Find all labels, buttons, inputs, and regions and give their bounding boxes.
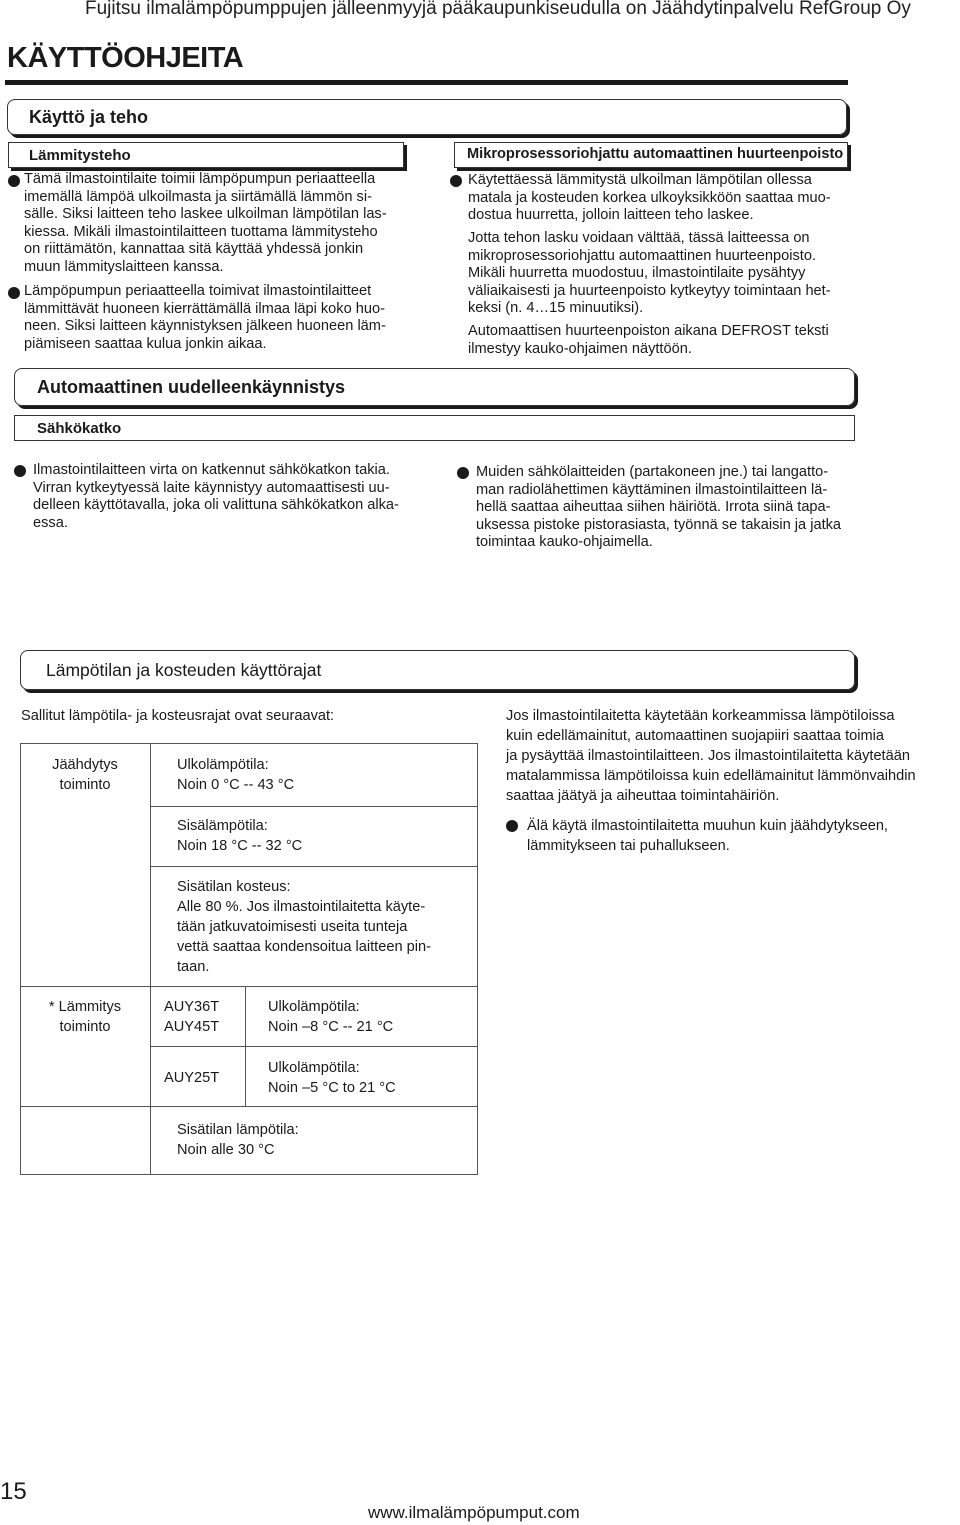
bullet-icon xyxy=(8,175,20,187)
table-border xyxy=(20,1174,478,1175)
heating-outdoor-range-1: Ulkolämpötila: Noin –8 °C -- 21 °C xyxy=(268,999,394,1035)
subsection-box-power-outage xyxy=(14,415,855,441)
heating-indoor-range: Sisätilan lämpötila: Noin alle 30 °C xyxy=(177,1122,299,1158)
subsection-title-heating: Lämmitysteho xyxy=(29,147,131,164)
bullet-icon xyxy=(457,467,469,479)
humidity-limit: Sisätilan kosteus: Alle 80 %. Jos ilmastointilaitetta käyte- tään jatkuvatoimisesti useita tunteja vettä saattaa kondensoitua laitteen pin- taan. xyxy=(177,879,431,975)
bullet-icon xyxy=(8,287,20,299)
limits-right-paragraph: Jos ilmastointilaitetta käytetään korkeammissa lämpötiloissa kuin edellämainitut, automaattinen suojapiiri saattaa toimia ja pysäyttää ilmastointilaitteen. Jos ilmastointilaitetta käytetään matalammissa lämpötiloissa kuin edellämainitut lämmönvaihdin saattaa jäätyä ja aiheuttaa toimintahäiriön. xyxy=(506,708,916,804)
cooling-outdoor-range: Ulkolämpötila: Noin 0 °C -- 43 °C xyxy=(177,757,295,793)
limits-intro: Sallitut lämpötila- ja kosteusrajat ovat seuraavat: xyxy=(21,708,335,724)
subsection-title-power-outage: Sähkökatko xyxy=(37,420,122,437)
cooling-indoor-range: Sisälämpötila: Noin 18 °C -- 32 °C xyxy=(177,818,303,854)
heating-bullet-1: Tämä ilmastointilaite toimii lämpöpumpun periaatteella imemällä lämpöä ulkoilmasta ja siirtämällä lämmön si- sälle. Siksi laitteen teho laskee ulkoilman lämpötilan las- kiessa. Mikäli ilmastointilaitteen tuottama lämmitysteho on riittämätön, kannattaa sitä käyttää yhdessä jonkin muun lämmityslaitteen kanssa. xyxy=(24,171,387,275)
title-rule xyxy=(5,80,848,85)
section-title-restart: Automaattinen uudelleenkäynnistys xyxy=(37,377,346,397)
table-divider xyxy=(245,986,246,1106)
heating-models-2: AUY25T xyxy=(164,1070,220,1086)
page-number: 15 xyxy=(0,1478,27,1505)
table-divider xyxy=(20,986,478,987)
defrost-bullet-1: Käytettäessä lämmitystä ulkoilman lämpötilan ollessa matala ja kosteuden korkea ulkoyksikköön saattaa muo- dostua huurretta, jolloin laitteen teho laskee. xyxy=(468,172,831,224)
section-title-kaytto: Käyttö ja teho xyxy=(29,107,149,127)
subsection-title-defrost: Mikroprosessoriohjattu automaattinen huurteenpoisto xyxy=(467,146,844,162)
interference-bullet: Muiden sähkölaitteiden (partakoneen jne.) tai langatto- man radiolähettimen käyttäminen ilmastointilaitteen lä- hellä saattaa aiheuttaa siihen häiriötä. Irrota siinä tapa- uksessa pistoke pistorasiasta, työnnä se takaisin ja jatka toimintaa kauko-ohjaimella. xyxy=(476,464,842,551)
table-divider xyxy=(150,866,478,867)
site-header-title: Fujitsu ilmalämpöpumppujen jälleenmyyjä pääkaupunkiseudulla on Jäähdytinpalvelu RefGroup Oy xyxy=(85,0,911,19)
table-divider xyxy=(150,806,478,807)
table-border xyxy=(477,743,478,1175)
usage-warning-bullet: Älä käytä ilmastointilaitetta muuhun kuin jäähdytykseen, lämmitykseen tai puhallukseen. xyxy=(527,818,888,854)
table-divider xyxy=(150,743,151,987)
table-divider xyxy=(150,986,151,1106)
footer-url-link[interactable]: www.ilmalämpöpumput.com xyxy=(368,1503,580,1522)
cooling-mode-label: Jäähdytys toiminto xyxy=(52,757,118,793)
power-outage-bullet: Ilmastointilaitteen virta on katkennut sähkökatkon takia. Virran kytkeytyessä laite käynnistyy automaattisesti uu- delleen käyttötavalla, joka oli valittuna sähkökatkon alka- essa. xyxy=(33,462,399,531)
bullet-icon xyxy=(14,465,26,477)
defrost-paragraph-2: Jotta tehon lasku voidaan välttää, tässä laitteessa on mikroprosessoriohjattu automaattinen huurteenpoisto. Mikäli huurretta muodostuu, ilmastointilaite pysähtyy väliaikaisesti ja huurteenpoisto kytkeytyy toimintaan het- keksi (n. 4…15 minuutiksi). xyxy=(468,230,831,317)
heating-mode-label: * Lämmitys toiminto xyxy=(48,999,122,1035)
page-title: KÄYTTÖOHJEITA xyxy=(7,42,244,74)
heating-models-1: AUY36T AUY45T xyxy=(164,999,220,1035)
defrost-paragraph-3: Automaattisen huurteenpoiston aikana DEFROST teksti ilmestyy kauko-ohjaimen näyttöön. xyxy=(468,323,829,357)
heating-bullet-2: Lämpöpumpun periaatteella toimivat ilmastointilaitteet lämmittävät huoneen kierrättämällä ilmaa läpi koko huo- neen. Siksi laitteen käynnistyksen jälkeen huoneen läm- piämiseen saattaa kulua jonkin aikaa. xyxy=(24,283,386,352)
table-border xyxy=(20,743,21,1175)
table-border xyxy=(20,743,478,744)
table-divider xyxy=(150,1106,151,1175)
bullet-icon xyxy=(450,175,462,187)
table-divider xyxy=(20,1106,478,1107)
section-title-limits: Lämpötilan ja kosteuden käyttörajat xyxy=(46,660,322,680)
heating-outdoor-range-2: Ulkolämpötila: Noin –5 °C to 21 °C xyxy=(268,1060,396,1096)
table-divider xyxy=(150,1046,478,1047)
bullet-icon xyxy=(506,820,518,832)
